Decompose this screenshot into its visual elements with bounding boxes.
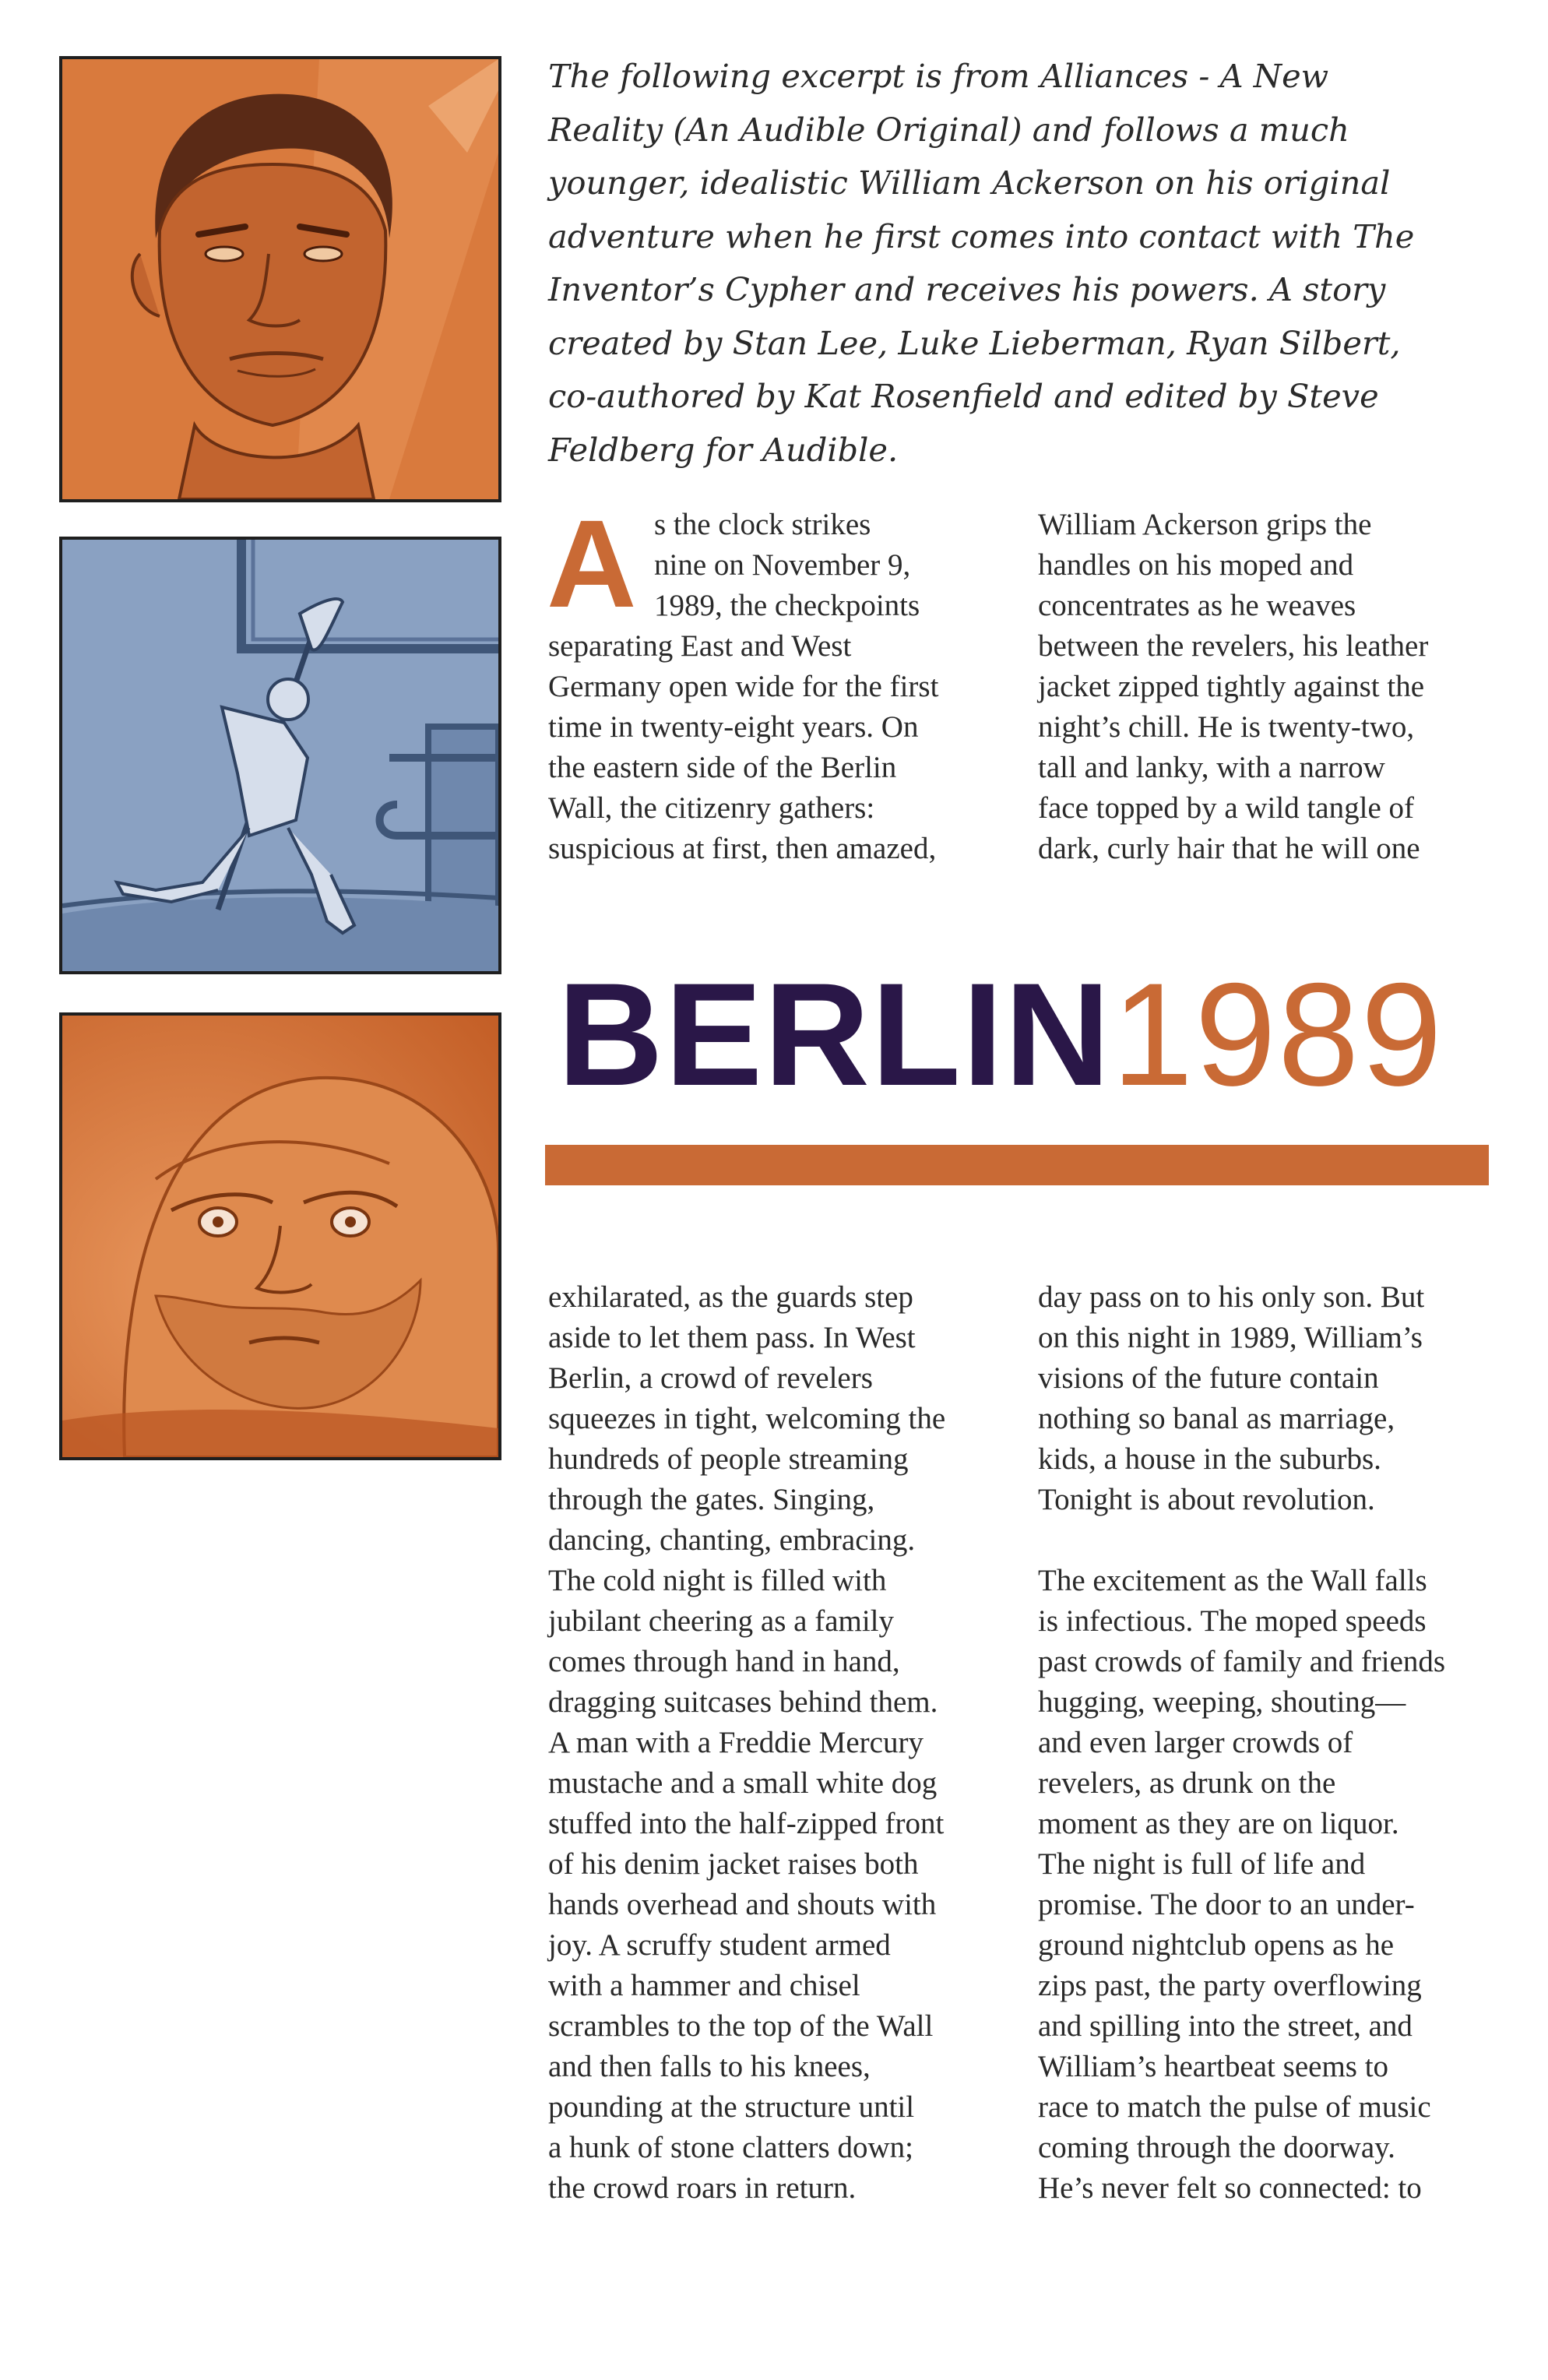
- story-line: joy. A scruffy student armed: [548, 1928, 891, 1962]
- story-line: dark, curly hair that he will one: [1038, 832, 1420, 865]
- story-line: on this night in 1989, William’s: [1038, 1321, 1423, 1354]
- story-line: nine on November 9,: [654, 548, 911, 582]
- comic-panel-young-man-portrait: [59, 56, 501, 502]
- story-line: Wall, the citizenry gathers:: [548, 791, 875, 825]
- story-line: hands overhead and shouts with: [548, 1888, 937, 1921]
- story-line: with a hammer and chisel: [548, 1969, 860, 2002]
- intro-line: The following excerpt is from Alliances - A New: [548, 57, 1329, 95]
- headline-underline-bar: [545, 1145, 1489, 1185]
- story-line: and then falls to his knees,: [548, 2050, 871, 2083]
- story-line: jubilant cheering as a family: [548, 1604, 895, 1638]
- intro-line: co-authored by Kat Rosenfield and edited by Steve: [548, 377, 1379, 415]
- intro-line: Reality (An Audible Original) and follows a much: [548, 110, 1349, 149]
- story-line: The night is full of life and: [1038, 1847, 1366, 1881]
- story-column-left-lower: [548, 1277, 1015, 2209]
- story-line: race to match the pulse of music: [1038, 2090, 1431, 2124]
- story-line: aside to let them pass. In West: [548, 1321, 916, 1354]
- intro-line: Feldberg for Audible.: [548, 430, 899, 469]
- comic-panel-worried-bearded-man: [59, 1012, 501, 1460]
- story-line: Berlin, a crowd of revelers: [548, 1361, 873, 1395]
- story-line: 1989, the checkpoints: [654, 589, 920, 622]
- story-line: night’s chill. He is twenty-two,: [1038, 710, 1415, 744]
- intro-line: younger, idealistic William Ackerson on his original: [548, 164, 1391, 202]
- headline-word-berlin: BERLIN: [558, 952, 1112, 1116]
- headline-word-year: 1989: [1111, 952, 1444, 1116]
- story-line: William’s heartbeat seems to: [1038, 2050, 1389, 2083]
- story-line: promise. The door to an under-: [1038, 1888, 1415, 1921]
- comic-panel-armored-figure-running: [59, 537, 501, 974]
- story-line: of his denim jacket raises both: [548, 1847, 919, 1881]
- story-line: Tonight is about revolution.: [1038, 1483, 1375, 1516]
- story-line: The cold night is filled with: [548, 1564, 887, 1597]
- story-line: pounding at the structure until: [548, 2090, 915, 2124]
- intro-paragraph: [548, 50, 1506, 477]
- story-line: A man with a Freddie Mercury: [548, 1726, 924, 1759]
- headline-berlin-1989: [558, 952, 1444, 1116]
- story-line: revelers, as drunk on the: [1038, 1766, 1336, 1800]
- story-line: dragging suitcases behind them.: [548, 1685, 938, 1719]
- story-line: hugging, weeping, shouting—: [1038, 1685, 1406, 1719]
- story-line: jacket zipped tightly against the: [1038, 670, 1425, 703]
- drop-cap: A: [547, 494, 637, 633]
- story-line: comes through hand in hand,: [548, 1645, 900, 1678]
- story-line: coming through the doorway.: [1038, 2131, 1395, 2164]
- story-line: s the clock strikes: [654, 508, 871, 541]
- story-line: hundreds of people streaming: [548, 1442, 909, 1476]
- paragraph-gap: [1038, 1520, 1521, 1561]
- story-line: moment as they are on liquor.: [1038, 1807, 1399, 1840]
- story-line: between the revelers, his leather: [1038, 629, 1429, 663]
- story-line: suspicious at first, then amazed,: [548, 832, 937, 865]
- story-line: separating East and West: [548, 629, 852, 663]
- story-line: face topped by a wild tangle of: [1038, 791, 1414, 825]
- story-line: is infectious. The moped speeds: [1038, 1604, 1427, 1638]
- story-line: tall and lanky, with a narrow: [1038, 751, 1385, 784]
- story-line: the crowd roars in return.: [548, 2171, 857, 2205]
- story-line: visions of the future contain: [1038, 1361, 1379, 1395]
- story-column-right-upper: [1038, 505, 1521, 869]
- story-line: time in twenty-eight years. On: [548, 710, 919, 744]
- story-line: nothing so banal as marriage,: [1038, 1402, 1395, 1435]
- intro-line: Inventor’s Cypher and receives his powers. A story: [548, 270, 1386, 308]
- story-line: day pass on to his only son. But: [1038, 1280, 1425, 1314]
- story-line: The excitement as the Wall falls: [1038, 1564, 1427, 1597]
- story-line: and even larger crowds of: [1038, 1726, 1353, 1759]
- story-line: He’s never felt so connected: to: [1038, 2171, 1422, 2205]
- story-line: a hunk of stone clatters down;: [548, 2131, 913, 2164]
- story-line: mustache and a small white dog: [548, 1766, 938, 1800]
- intro-line: created by Stan Lee, Luke Lieberman, Ryan Silbert,: [548, 323, 1401, 362]
- story-line: ground nightclub opens as he: [1038, 1928, 1395, 1962]
- story-line: dancing, chanting, embracing.: [548, 1523, 916, 1557]
- story-line: stuffed into the half-zipped front: [548, 1807, 945, 1840]
- story-line: past crowds of family and friends: [1038, 1645, 1446, 1678]
- story-line: scrambles to the top of the Wall: [548, 2009, 934, 2043]
- story-line: Germany open wide for the first: [548, 670, 939, 703]
- story-line: the eastern side of the Berlin: [548, 751, 897, 784]
- story-line: squeezes in tight, welcoming the: [548, 1402, 946, 1435]
- story-line: exhilarated, as the guards step: [548, 1280, 913, 1314]
- story-line: and spilling into the street, and: [1038, 2009, 1413, 2043]
- story-line: through the gates. Singing,: [548, 1483, 875, 1516]
- intro-line: adventure when he first comes into contact with The: [548, 217, 1415, 255]
- story-column-left-upper: [548, 505, 1015, 869]
- story-column-right-lower: [1038, 1277, 1521, 2209]
- story-line: handles on his moped and: [1038, 548, 1354, 582]
- story-line: zips past, the party overflowing: [1038, 1969, 1422, 2002]
- story-line: William Ackerson grips the: [1038, 508, 1372, 541]
- story-line: kids, a house in the suburbs.: [1038, 1442, 1381, 1476]
- story-line: concentrates as he weaves: [1038, 589, 1356, 622]
